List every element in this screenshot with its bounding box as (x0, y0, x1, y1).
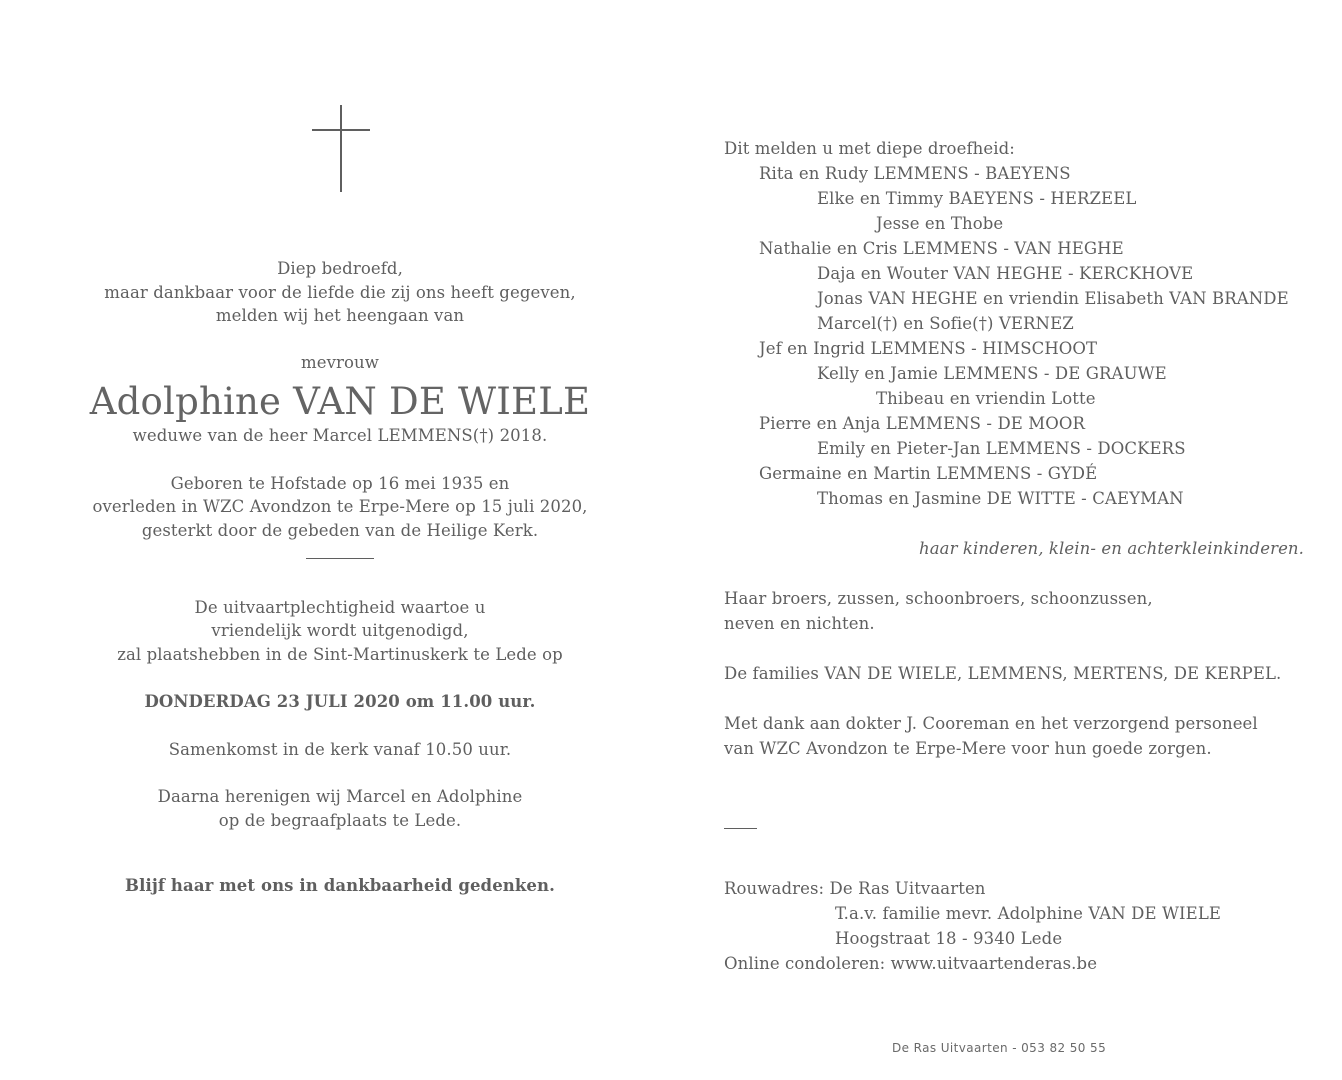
family-member: Emily en Pieter-Jan LEMMENS - DOCKERS (817, 439, 1186, 458)
thanks-line: van WZC Avondzon te Erpe-Mere voor hun goede zorgen. (724, 739, 1212, 758)
thanks-line: Met dank aan dokter J. Cooreman en het verzorgend personeel (724, 714, 1258, 733)
address-line: Rouwadres: De Ras Uitvaarten (724, 879, 986, 898)
family-member: Thibeau en vriendin Lotte (876, 389, 1096, 408)
death-line: overleden in WZC Avondzon te Erpe-Mere op 15 juli 2020, (92, 497, 588, 516)
family-column (724, 136, 1324, 976)
burial-line: op de begraafplaats te Lede. (218, 810, 462, 830)
family-list (724, 161, 1324, 511)
remembrance-line: Blijf haar met ons in dankbaarheid gedenken. (125, 876, 555, 895)
ceremony-datetime: DONDERDAG 23 JULI 2020 om 11.00 uur. (144, 692, 536, 711)
online-condolence: Online condoleren: www.uitvaartenderas.be (724, 954, 1098, 973)
divider (306, 557, 374, 559)
divider (724, 827, 757, 829)
gathering-line: Samenkomst in de kerk vanaf 10.50 uur. (168, 739, 512, 759)
announcement-line: maar dankbaar voor de liefde die zij ons heeft gegeven, (104, 282, 576, 302)
family-member: Thomas en Jasmine DE WITTE - CAEYMAN (817, 489, 1184, 508)
family-member: Elke en Timmy BAEYENS - HERZEEL (817, 189, 1137, 208)
address-line: T.a.v. familie mevr. Adolphine VAN DE WIELE (835, 904, 1222, 923)
deceased-name: Adolphine VAN DE WIELE (89, 380, 591, 423)
family-member: Pierre en Anja LEMMENS - DE MOOR (759, 414, 1086, 433)
birth-line: Geboren te Hofstade op 16 mei 1935 en (170, 473, 510, 493)
announcement-column (60, 257, 620, 898)
family-summary: haar kinderen, klein- en achterkleinkinderen. (918, 539, 1304, 558)
invitation-line: De uitvaartplechtigheid waartoe u (194, 597, 486, 617)
invitation-line: zal plaatshebben in de Sint-Martinuskerk te Lede op (117, 644, 563, 664)
latin-cross-icon (312, 105, 370, 192)
family-intro: Dit melden u met diepe droefheid: (724, 139, 1015, 158)
siblings-line: neven en nichten. (724, 614, 875, 633)
announcement-line: melden wij het heengaan van (215, 306, 465, 325)
family-member: Rita en Rudy LEMMENS - BAEYENS (759, 164, 1071, 183)
family-member: Jef en Ingrid LEMMENS - HIMSCHOOT (759, 339, 1098, 358)
family-member: Daja en Wouter VAN HEGHE - KERCKHOVE (817, 264, 1194, 283)
siblings-line: Haar broers, zussen, schoonbroers, schoonzussen, (724, 589, 1153, 608)
family-member: Nathalie en Cris LEMMENS - VAN HEGHE (759, 239, 1124, 258)
family-member: Kelly en Jamie LEMMENS - DE GRAUWE (817, 364, 1167, 383)
burial-line: Daarna herenigen wij Marcel en Adolphine (157, 787, 523, 806)
invitation-line: vriendelijk wordt uitgenodigd, (211, 621, 469, 640)
family-member: Germaine en Martin LEMMENS - GYDÉ (759, 464, 1098, 483)
widow-line: weduwe van de heer Marcel LEMMENS(†) 2018. (132, 426, 548, 445)
family-member: Jonas VAN HEGHE en vriendin Elisabeth VAN BRANDE (817, 289, 1289, 308)
family-member: Jesse en Thobe (876, 214, 1004, 233)
sacraments-line: gesterkt door de gebeden van de Heilige Kerk. (141, 520, 539, 540)
families-line: De families VAN DE WIELE, LEMMENS, MERTENS, DE KERPEL. (724, 664, 1282, 683)
announcement-line: Diep bedroefd, (277, 259, 403, 278)
family-member: Marcel(†) en Sofie(†) VERNEZ (817, 314, 1074, 333)
honorific: mevrouw (300, 352, 379, 372)
address-line: Hoogstraat 18 - 9340 Lede (835, 929, 1063, 948)
footer-contact: De Ras Uitvaarten - 053 82 50 55 (892, 1041, 1107, 1055)
